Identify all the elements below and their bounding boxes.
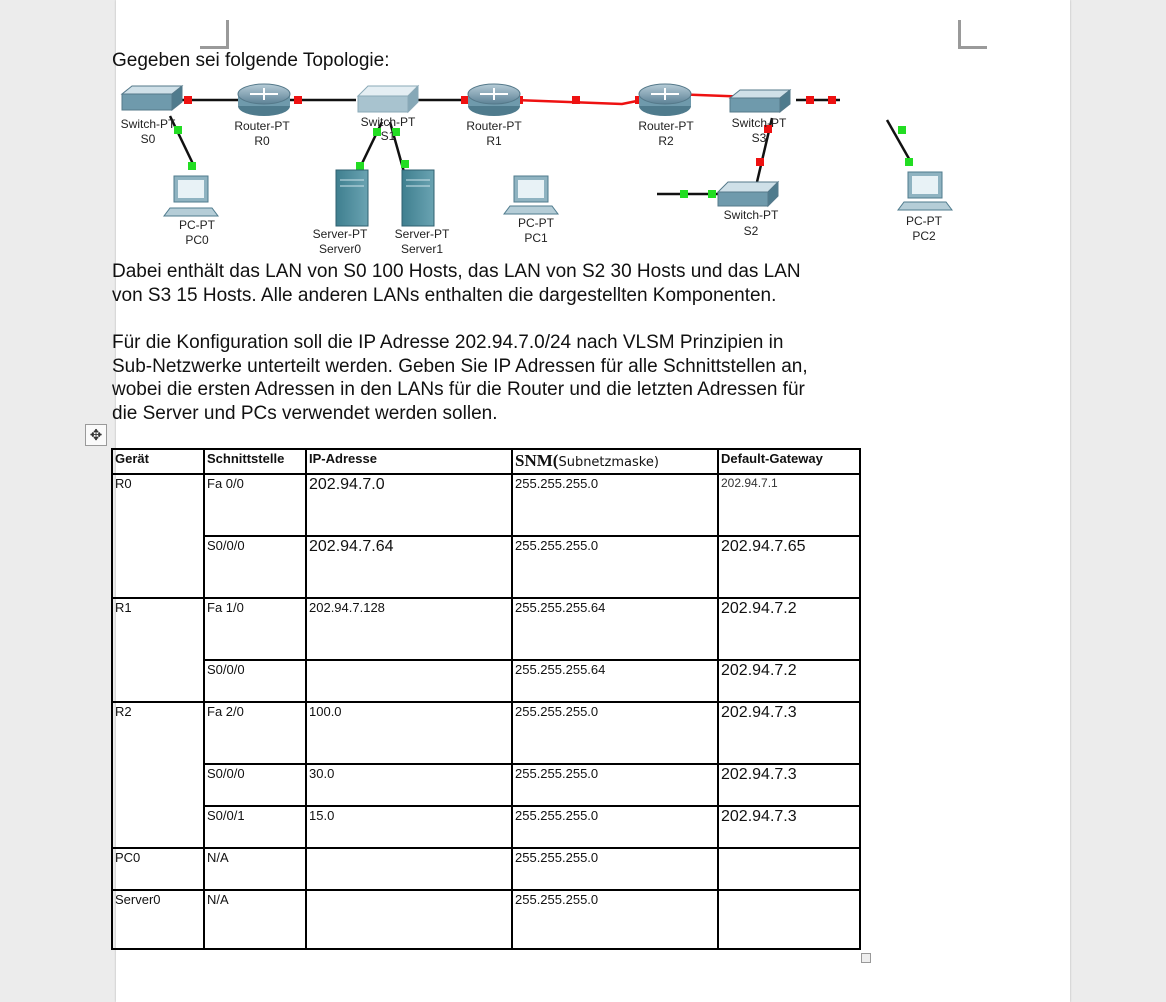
device-name-label-s1: S1 <box>380 129 396 143</box>
device-type-label-s2: Switch-PT <box>723 208 779 222</box>
margin-corner-mark <box>958 20 987 49</box>
device-type-label-pc2: PC-PT <box>906 214 942 228</box>
device-type-label-r0: Router-PT <box>234 119 290 133</box>
router-r2-icon <box>639 84 691 116</box>
cell-device[interactable]: R2 <box>112 702 204 848</box>
cell-default-gateway[interactable]: 202.94.7.2 <box>718 598 860 660</box>
cell-subnet-mask[interactable]: 255.255.255.64 <box>512 598 718 660</box>
cell-default-gateway[interactable]: 202.94.7.2 <box>718 660 860 702</box>
header-device: Gerät <box>112 449 204 474</box>
table-row <box>112 890 860 949</box>
description-paragraph-1: Dabei enthält das LAN von S0 100 Hosts, das LAN von S2 30 Hosts und das LAN von S3 15 Hosts. Alle anderen LANs enthalten die dargestellten Komponenten. <box>112 261 801 306</box>
switch-s1-icon <box>358 86 418 112</box>
table-row <box>112 598 860 660</box>
header-subnet-mask-abbr: SNM( <box>515 451 559 470</box>
intro-text: Gegeben sei folgende Topologie: <box>112 50 390 71</box>
cell-interface[interactable]: Fa 2/0 <box>204 702 306 764</box>
cell-device[interactable]: Server0 <box>112 890 204 949</box>
cell-default-gateway[interactable]: 202.94.7.3 <box>718 806 860 848</box>
header-ip-address: IP-Adresse <box>306 449 512 474</box>
table-resize-handle[interactable] <box>861 953 871 963</box>
device-name-label-server1: Server1 <box>400 242 444 256</box>
device-name-label-s0: S0 <box>140 132 156 146</box>
cell-ip-address[interactable] <box>306 890 512 949</box>
cell-interface[interactable]: N/A <box>204 890 306 949</box>
cell-subnet-mask[interactable]: 255.255.255.0 <box>512 890 718 949</box>
cell-default-gateway[interactable] <box>718 848 860 890</box>
table-row <box>112 764 860 806</box>
device-type-label-pc0: PC-PT <box>179 218 215 232</box>
device-name-label-r2: R2 <box>658 134 674 148</box>
header-interface: Schnittstelle <box>204 449 306 474</box>
table-header-row <box>112 449 860 474</box>
device-name-label-r0: R0 <box>254 134 270 148</box>
device-name-label-s2: S2 <box>743 224 759 238</box>
router-r1-icon <box>468 84 520 116</box>
device-name-label-s3: S3 <box>751 131 767 145</box>
cell-subnet-mask[interactable]: 255.255.255.0 <box>512 764 718 806</box>
cell-subnet-mask[interactable]: 255.255.255.0 <box>512 536 718 598</box>
cell-interface[interactable]: S0/0/0 <box>204 660 306 702</box>
cell-subnet-mask[interactable]: 255.255.255.0 <box>512 848 718 890</box>
router-r0-icon <box>238 84 290 116</box>
server-server1-icon <box>402 170 434 226</box>
device-name-label-r1: R1 <box>486 134 502 148</box>
description-paragraph-2: Für die Konfiguration soll die IP Adresse 202.94.7.0/24 nach VLSM Prinzipien in Sub-Netzwerke unterteilt werden. Geben Sie IP Adressen für alle Schnittstellen an, wobei die ersten Adressen in den LANs für die Router und die letzten Adressen für die Server und PCs verwendet werden sollen. <box>112 332 808 424</box>
switch-s0-icon <box>122 86 182 110</box>
server-server0-icon <box>336 170 368 226</box>
device-type-label-s3: Switch-PT <box>731 116 787 130</box>
cell-interface[interactable]: S0/0/0 <box>204 536 306 598</box>
table-row <box>112 660 860 702</box>
cell-device[interactable]: R1 <box>112 598 204 702</box>
cell-ip-address[interactable]: 202.94.7.128 <box>306 598 512 660</box>
cell-ip-address[interactable]: 202.94.7.64 <box>306 536 512 598</box>
cell-ip-address[interactable]: 100.0 <box>306 702 512 764</box>
table-row <box>112 806 860 848</box>
cell-default-gateway[interactable]: 202.94.7.65 <box>718 536 860 598</box>
device-name-label-pc1: PC1 <box>524 231 548 245</box>
device-name-label-server0: Server0 <box>318 242 362 256</box>
cell-interface[interactable]: Fa 0/0 <box>204 474 306 536</box>
cell-interface[interactable]: S0/0/1 <box>204 806 306 848</box>
device-type-label-pc1: PC-PT <box>518 216 554 230</box>
margin-corner-mark <box>200 20 229 49</box>
cell-device[interactable]: PC0 <box>112 848 204 890</box>
device-type-label-r2: Router-PT <box>638 119 694 133</box>
cell-default-gateway[interactable]: 202.94.7.3 <box>718 764 860 806</box>
device-type-label-r1: Router-PT <box>466 119 522 133</box>
cell-default-gateway[interactable]: 202.94.7.3 <box>718 702 860 764</box>
cell-interface[interactable]: S0/0/0 <box>204 764 306 806</box>
device-type-label-server1: Server-PT <box>394 227 450 241</box>
cell-interface[interactable]: N/A <box>204 848 306 890</box>
device-type-label-s1: Switch-PT <box>360 115 416 129</box>
cell-ip-address[interactable]: 30.0 <box>306 764 512 806</box>
device-name-label-pc0: PC0 <box>185 233 209 247</box>
network-topology-diagram <box>112 80 942 260</box>
cell-ip-address[interactable] <box>306 660 512 702</box>
pc-pc1-icon <box>504 176 558 214</box>
device-type-label-s0: Switch-PT <box>120 117 176 131</box>
cell-ip-address[interactable]: 202.94.7.0 <box>306 474 512 536</box>
cell-default-gateway[interactable]: 202.94.7.1 <box>718 474 860 536</box>
cell-subnet-mask[interactable]: 255.255.255.0 <box>512 474 718 536</box>
header-default-gateway: Default-Gateway <box>718 449 860 474</box>
ip-addressing-table <box>111 448 861 950</box>
cell-subnet-mask[interactable]: 255.255.255.0 <box>512 702 718 764</box>
cell-subnet-mask[interactable]: 255.255.255.64 <box>512 660 718 702</box>
cell-subnet-mask[interactable]: 255.255.255.0 <box>512 806 718 848</box>
table-move-handle-icon[interactable]: ✥ <box>85 424 107 446</box>
cell-device[interactable]: R0 <box>112 474 204 598</box>
device-type-label-server0: Server-PT <box>312 227 368 241</box>
header-subnet-mask-full: Subnetzmaske) <box>558 455 659 470</box>
table-row <box>112 536 860 598</box>
cell-interface[interactable]: Fa 1/0 <box>204 598 306 660</box>
table-row <box>112 848 860 890</box>
switch-s2-icon <box>718 182 778 206</box>
pc-pc0-icon <box>164 176 218 216</box>
cell-ip-address[interactable] <box>306 848 512 890</box>
switch-s3-icon <box>730 90 790 112</box>
table-row <box>112 474 860 536</box>
device-name-label-pc2: PC2 <box>912 229 936 243</box>
cell-default-gateway[interactable] <box>718 890 860 949</box>
table-row <box>112 702 860 764</box>
header-subnet-mask <box>512 449 718 474</box>
cell-ip-address[interactable]: 15.0 <box>306 806 512 848</box>
